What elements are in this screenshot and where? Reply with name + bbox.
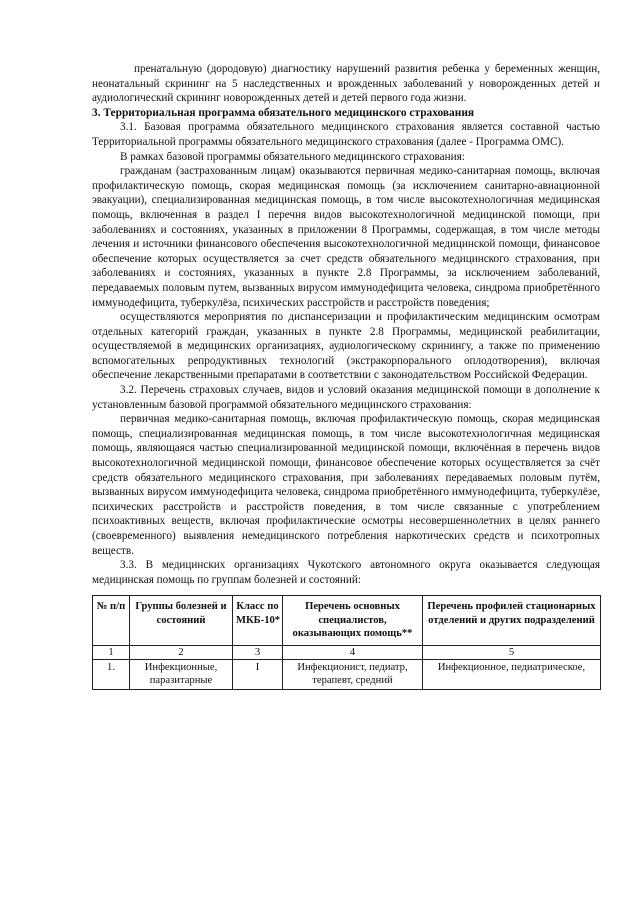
section-title: 3. Территориальная программа обязательного медицинского страхования bbox=[92, 106, 475, 119]
table-header-row bbox=[93, 596, 601, 645]
header-icd-class: Класс по МКБ-10* bbox=[233, 596, 283, 645]
table-cell: Инфекционные, паразитарные bbox=[130, 660, 233, 690]
table-cell: 1 bbox=[93, 645, 130, 659]
intro-paragraph: пренатальную (дородовую) диагностику нарушений развития ребенка у беременных женщин, неонатальный скрининг на 5 наследственных и врожденных заболеваний у новорожденных детей и аудиологический скрининг новорожденных детей и детей первого года жизни. bbox=[92, 63, 600, 105]
header-specialists: Перечень основных специалистов, оказывающих помощь** bbox=[283, 596, 423, 645]
paragraph-3-1: 3.1. Базовая программа обязательного медицинского страхования является составной частью Территориальной программы обязательного медицинского страхования (далее - Программа ОМС). bbox=[92, 121, 600, 148]
table-numbering-row bbox=[93, 645, 601, 659]
header-number: № п/п bbox=[93, 596, 130, 645]
table-cell: Инфекционист, педиатр, терапевт, средний bbox=[283, 660, 423, 690]
paragraph-base-program: В рамках базовой программы обязательного медицинского страхования: bbox=[120, 150, 465, 163]
paragraph-3-2: 3.2. Перечень страховых случаев, видов и условий оказания медицинской помощи в дополнение к установленным базовой программой обязательного медицинского страхования: bbox=[92, 384, 600, 411]
paragraph-primary-care: первичная медико-санитарная помощь, включая профилактическую помощь, скорая медицинская помощь, специализированная медицинская помощь, в том числе высокотехнологичная медицинская помощь, являющаяся частью специализированной медицинской помощи, включённая в перечень видов высокотехнологичной медицинской помощи, финансовое обеспечение которых осуществляется за счёт средств обязательного медицинского страхования, при заболеваниях передаваемых половым путём, вызванных вирусом иммунодефицита человека, синдрома приобретённого иммунодефицита, туберкулёзе, психических расстройств и расстройств поведения, в том числе связанные с употреблением психоактивных веществ, включая профилактические осмотры несовершеннолетних в целях раннего (своевременного) выявления немедицинского потребления наркотических средств и психотропных веществ. bbox=[92, 413, 600, 557]
table-row bbox=[93, 660, 601, 690]
header-departments: Перечень профилей стационарных отделений и других подразделений bbox=[423, 596, 601, 645]
table-cell: Инфекционное, педиатрическое, bbox=[423, 660, 601, 690]
table-cell: 3 bbox=[233, 645, 283, 659]
table-cell: 2 bbox=[130, 645, 233, 659]
paragraph-activities: осуществляются мероприятия по диспансеризации и профилактическим медицинским осмотрам отдельных категорий граждан, указанных в пункте 2.8 Программы, медицинской реабилитации, осуществляемой в медицинских организациях, аудиологическому скринингу, а также по применению вспомогательных репродуктивных технологий (экстракорпорального оплодотворения), включая обеспечение лекарственными препаратами в соответствии с законодательством Российской Федерации. bbox=[92, 311, 600, 382]
document-body bbox=[92, 62, 600, 690]
table-cell: 5 bbox=[423, 645, 601, 659]
table-cell: 4 bbox=[283, 645, 423, 659]
table-cell: I bbox=[233, 660, 283, 690]
disease-groups-table bbox=[92, 595, 601, 689]
paragraph-citizens-care: гражданам (застрахованным лицам) оказываются первичная медико-санитарная помощь, включая профилактическую помощь, скорая медицинская помощь (за исключением санитарно-авиационной эвакуации), специализированная медицинская помощь, в том числе высокотехнологичная медицинская помощь, включенная в раздел I перечня видов высокотехнологичной медицинской помощи, при заболеваниях и состояниях, указанных в приложении 8 Программы, содержащая, в том числе методы лечения и источники финансового обеспечения высокотехнологичной медицинской помощи, финансовое обеспечение которых осуществляется за счет средств обязательного медицинского страхования, при заболеваниях и состояниях, указанных в пункте 2.8 Программы, за исключением заболеваний, передаваемых половым путем, вызванных вирусом иммунодефицита человека, синдрома приобретённого иммунодефицита, туберкулёза, психических расстройств и расстройств поведения; bbox=[92, 165, 600, 309]
table-cell: 1. bbox=[93, 660, 130, 690]
header-disease-groups: Группы болезней и состояний bbox=[130, 596, 233, 645]
paragraph-3-3: 3.3. В медицинских организациях Чукотского автономного округа оказывается следующая медицинская помощь по группам болезней и состояний: bbox=[92, 559, 600, 586]
